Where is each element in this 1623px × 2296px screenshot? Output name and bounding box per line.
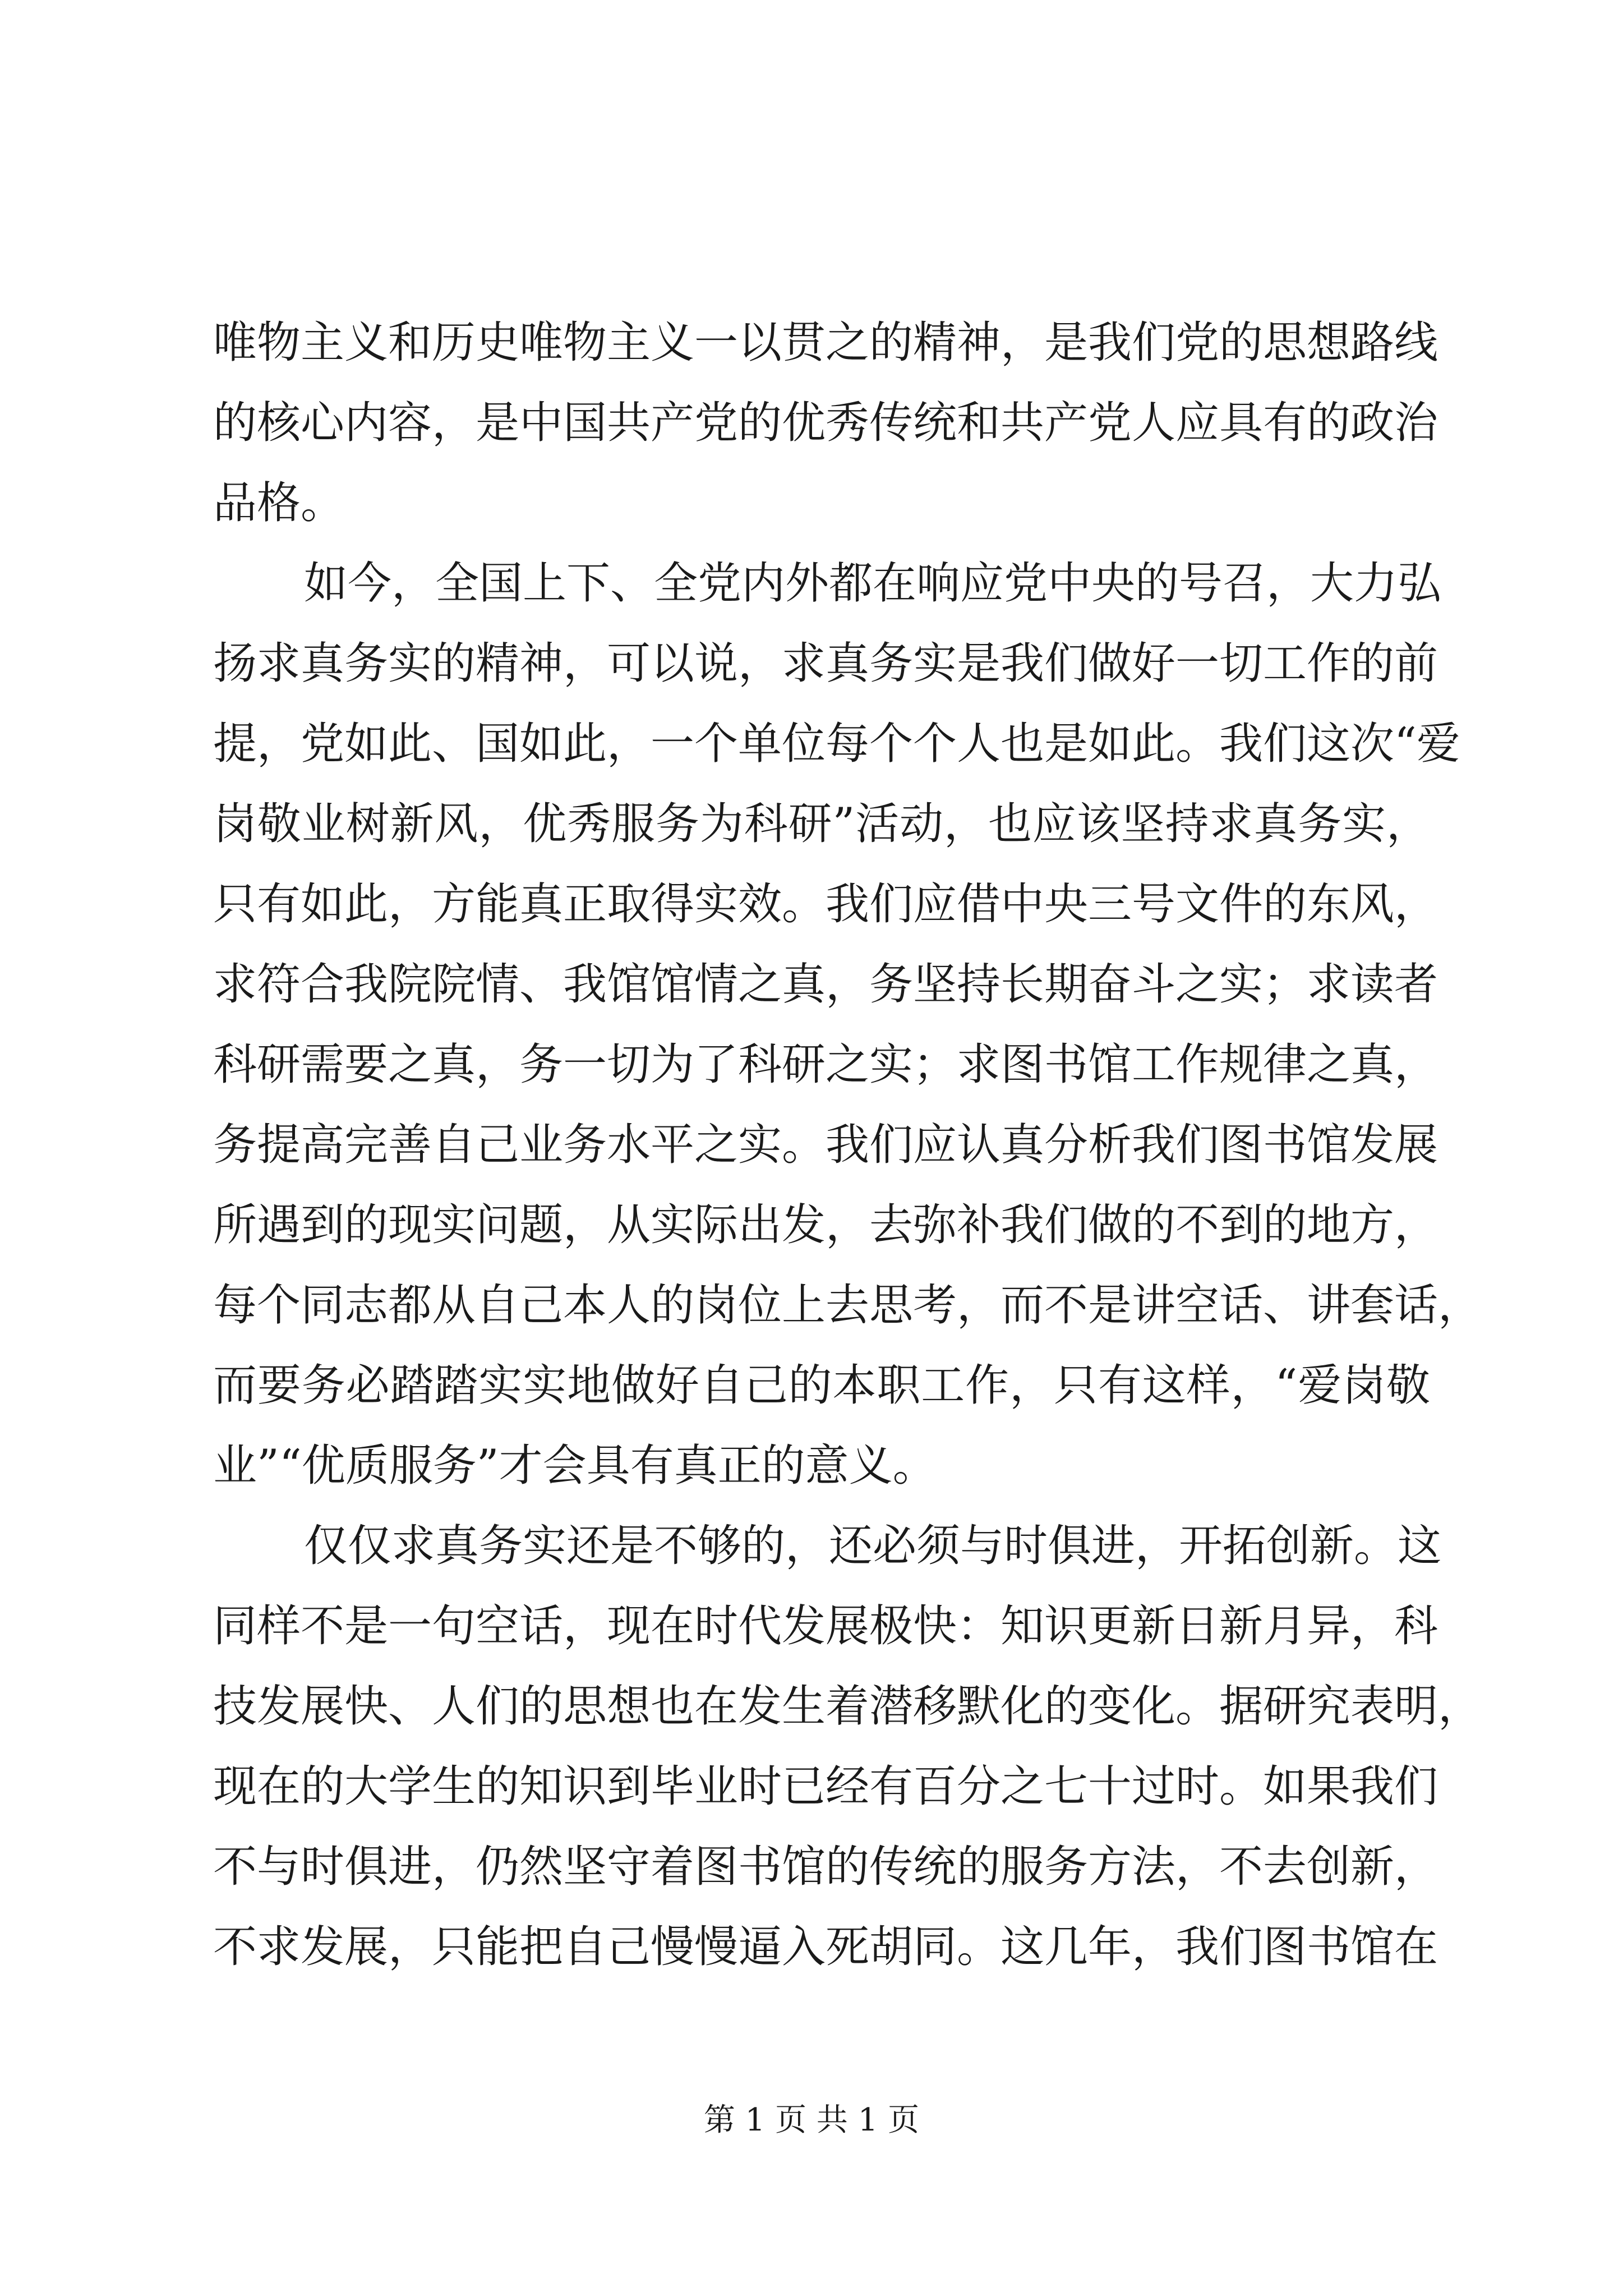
- paragraph-first-line: 如今，全国上下、全党内外都在响应党中央的号召，大力弘: [304, 558, 1442, 609]
- text-line: 不求发展，只能把自己慢慢逼入死胡同。这几年，我们图书馆在: [213, 1922, 1438, 1972]
- document-body: [213, 303, 1482, 1987]
- text-line: 务提高完善自己业务水平之实。我们应认真分析我们图书馆发展: [213, 1120, 1438, 1170]
- text-line: 技发展快、人们的思想也在发生着潜移默化的变化。据研究表明，: [213, 1681, 1482, 1732]
- text-line: 业”“优质服务”才会具有真正的意义。: [213, 1441, 937, 1491]
- text-line: 求符合我院院情、我馆馆情之真，务坚持长期奋斗之实；求读者: [213, 959, 1438, 1010]
- text-line: 岗敬业树新风，优秀服务为科研”活动，也应该坚持求真务实，: [213, 799, 1430, 849]
- text-line: 不与时俱进，仍然坚守着图书馆的传统的服务方法，不去创新，: [213, 1842, 1438, 1892]
- text-line: 每个同志都从自己本人的岗位上去思考，而不是讲空话、讲套话，: [213, 1280, 1482, 1331]
- text-line: 现在的大学生的知识到毕业时已经有百分之七十过时。如果我们: [213, 1761, 1438, 1812]
- text-line: 而要务必踏踏实实地做好自己的本职工作，只有这样，“爱岗敬: [213, 1360, 1430, 1411]
- text-line: 科研需要之真，务一切为了科研之实；求图书馆工作规律之真，: [213, 1039, 1438, 1090]
- text-line: 只有如此，方能真正取得实效。我们应借中央三号文件的东风，: [213, 879, 1438, 930]
- text-line: 提，党如此、国如此，一个单位每个个人也是如此。我们这次“爱: [213, 719, 1460, 769]
- text-line: 唯物主义和历史唯物主义一以贯之的精神，是我们党的思想路线: [213, 318, 1438, 368]
- paragraph-first-line: 仅仅求真务实还是不够的，还必须与时俱进，开拓创新。这: [304, 1521, 1442, 1571]
- text-line: 同样不是一句空话，现在时代发展极快：知识更新日新月异，科: [213, 1601, 1438, 1651]
- text-line: 品格。: [213, 478, 345, 528]
- text-line: 的核心内容，是中国共产党的优秀传统和共产党人应具有的政治: [213, 398, 1438, 448]
- text-line: 扬求真务实的精神，可以说，求真务实是我们做好一切工作的前: [213, 638, 1438, 689]
- page-number-footer: 第 1 页 共 1 页: [703, 2102, 920, 2138]
- text-line: 所遇到的现实问题，从实际出发，去弥补我们做的不到的地方，: [213, 1200, 1438, 1250]
